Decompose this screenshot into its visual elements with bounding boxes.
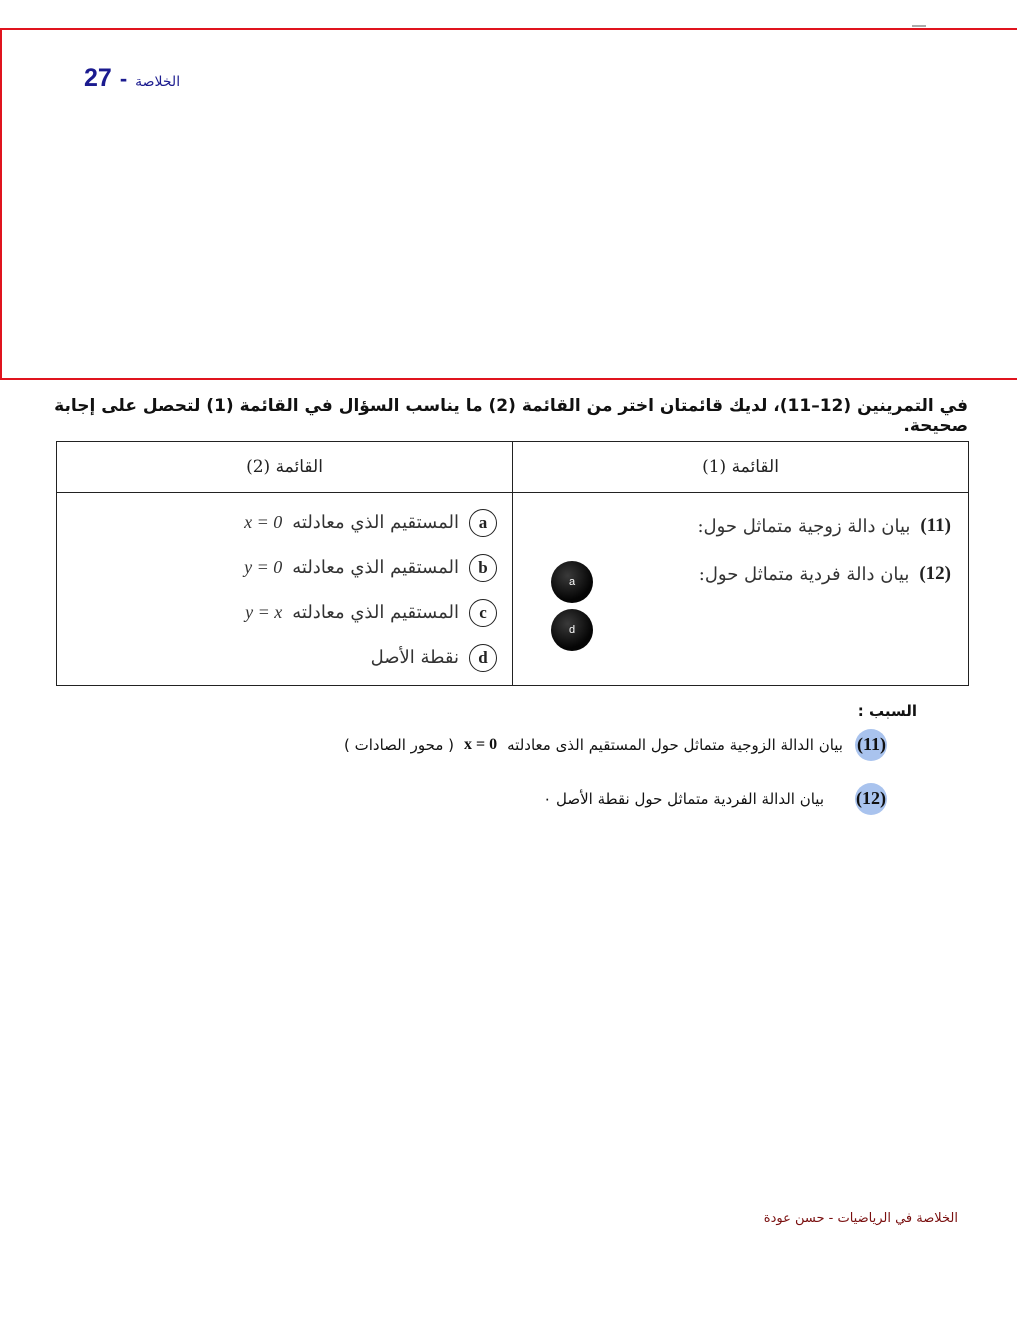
option-text: نقطة الأصل: [370, 647, 459, 668]
reason-item-11: [344, 734, 890, 755]
reason-text: بيان الدالة الفردية متماثل حول نقطة الأصل ٠: [543, 789, 824, 808]
reason-text: بيان الدالة الزوجية متماثل حول المستقيم الذى معادلته: [507, 735, 843, 754]
exercise-instruction: في التمرينين (12–11)، لديك قائمتان اختر من القائمة (2) ما يناسب السؤال في القائمة (1) لتحصل على إجابة صحيحة.: [54, 396, 968, 436]
option-text: المستقيم الذي معادلته: [292, 602, 459, 623]
option-equation: y = 0: [244, 557, 283, 577]
reason-tail: ( محور الصادات ): [344, 735, 455, 754]
option-letter: a: [469, 509, 497, 537]
question-number: (11): [920, 515, 951, 536]
divider: [912, 25, 926, 27]
page-number: 27: [84, 64, 112, 92]
reason-number: (12): [852, 788, 890, 809]
reason-equation: x = 0: [464, 735, 498, 753]
list2-header: القائمة (2): [57, 442, 513, 493]
answer-marker[interactable]: a: [551, 561, 593, 603]
list1-header: القائمة (1): [513, 442, 969, 493]
header-separator: -: [119, 66, 128, 91]
reason-label: السبب :: [857, 702, 917, 720]
option-letter: d: [469, 644, 497, 672]
reason-number: (11): [853, 734, 890, 755]
option-d: [58, 635, 511, 680]
page-header: [84, 64, 180, 93]
option-equation: x = 0: [244, 512, 283, 532]
header-title: الخلاصة: [135, 74, 181, 90]
question-text: بيان دالة فردية متماثل حول:: [698, 563, 910, 585]
option-text: المستقيم الذي معادلته: [292, 512, 459, 533]
matching-table: [56, 441, 969, 686]
option-c: [58, 590, 511, 635]
option-b: [58, 545, 511, 590]
question-number: (12): [919, 563, 951, 584]
option-text: المستقيم الذي معادلته: [292, 557, 459, 578]
page-footer: الخلاصة في الرياضيات - حسن عودة: [763, 1211, 958, 1226]
question-11: [514, 502, 967, 550]
option-a: [58, 500, 511, 545]
question-text: بيان دالة زوجية متماثل حول:: [697, 515, 911, 537]
reason-item-12: [543, 788, 890, 809]
option-equation: y = x: [245, 602, 283, 622]
option-letter: c: [469, 599, 497, 627]
option-letter: b: [469, 554, 497, 582]
list2-cell: [57, 493, 513, 686]
list1-cell: [513, 493, 969, 686]
answer-marker[interactable]: d: [551, 609, 593, 651]
